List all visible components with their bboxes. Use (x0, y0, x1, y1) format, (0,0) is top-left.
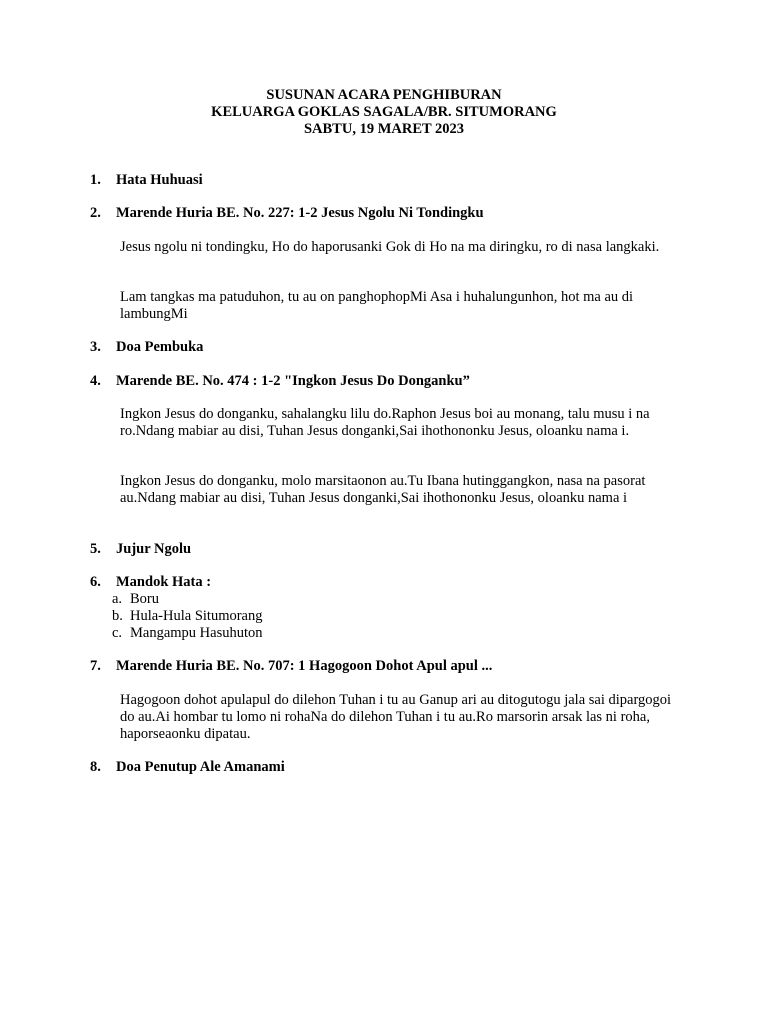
hymn-227-verse-1: Jesus ngolu ni tondingku, Ho do haporusanki Gok di Ho na ma diringku, ro di nasa langkaki. (120, 239, 660, 255)
agenda-item-1 (90, 172, 203, 189)
hymn-227-verse-2: Lam tangkas ma patuduhon, tu au on panghophopMi Asa i huhalungunhon, hot ma au di lambungMi (120, 289, 634, 322)
item-title: Marende Huria BE. No. 227: 1-2 Jesus Ngolu Ni Tondingku (116, 205, 484, 221)
item-title: Jujur Ngolu (116, 541, 192, 557)
agenda-item-8 (90, 759, 285, 776)
item-title: Doa Penutup Ale Amanami (116, 759, 285, 775)
item-title: Mandok Hata : (116, 574, 212, 590)
item-number: 7. (90, 658, 101, 674)
sub-item-label: Hula-Hula Situmorang (130, 608, 263, 624)
sub-item-c (112, 625, 263, 642)
agenda-item-5 (90, 541, 191, 558)
agenda-item-6 (90, 574, 211, 591)
agenda-item-7 (90, 658, 492, 675)
sub-item-letter: b. (112, 608, 123, 624)
item-title: Marende BE. No. 474 : 1-2 "Ingkon Jesus Do Donganku” (116, 373, 470, 389)
item-number: 3. (90, 339, 101, 355)
item-number: 6. (90, 574, 101, 590)
hymn-707-verse-1: Hagogoon dohot apulapul do dilehon Tuhan i tu au Ganup ari au ditogutogu jala sai dipargogoi do au.Ai hombar tu lomo ni rohaNa do dilehon Tuhan i tu au.Ro marsorin arsak las ni roha, haporseaonku dipatau. (120, 692, 672, 742)
family-name: KELUARGA GOKLAS SAGALA/BR. SITUMORANG (211, 104, 557, 120)
agenda-item-3 (90, 339, 203, 356)
hymn-474-verse-1: Ingkon Jesus do donganku, sahalangku lilu do.Raphon Jesus boi au monang, talu musu i na ro.Ndang mabiar au disi, Tuhan Jesus donganki,Sai ihothononku Jesus, oloanku nama i. (120, 406, 650, 439)
event-date: SABTU, 19 MARET 2023 (303, 121, 465, 137)
sub-item-letter: a. (112, 591, 123, 607)
hymn-474-verse-2: Ingkon Jesus do donganku, molo marsitaonon au.Tu Ibana hutinggangkon, nasa na pasorat au.Ndang mabiar au disi, Tuhan Jesus donganki,Sai ihothononku Jesus, oloanku nama i (120, 473, 646, 506)
item-number: 2. (90, 205, 101, 221)
item-number: 8. (90, 759, 101, 775)
item-number: 4. (90, 373, 101, 389)
sub-item-b (112, 608, 263, 625)
item-title: Doa Pembuka (116, 339, 204, 355)
sub-item-a (112, 591, 159, 608)
item-title: Hata Huhuasi (116, 172, 203, 188)
item-number: 5. (90, 541, 101, 557)
doc-title: SUSUNAN ACARA PENGHIBURAN (266, 87, 502, 103)
agenda-item-4 (90, 373, 470, 390)
item-title: Marende Huria BE. No. 707: 1 Hagogoon Dohot Apul apul ... (116, 658, 493, 674)
sub-item-label: Boru (130, 591, 159, 607)
sub-item-letter: c. (112, 625, 123, 641)
item-number: 1. (90, 172, 101, 188)
agenda-item-2 (90, 205, 484, 222)
sub-item-label: Mangampu Hasuhuton (130, 625, 263, 641)
